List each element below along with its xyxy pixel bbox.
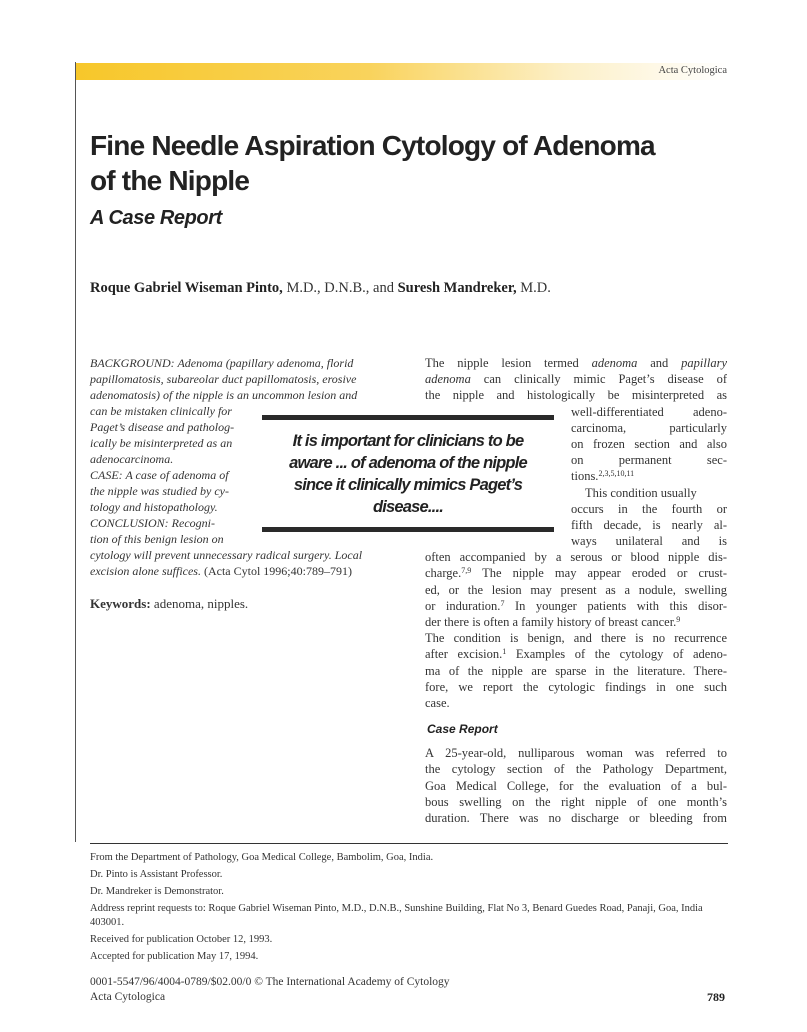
keywords [90, 596, 248, 612]
body-line [425, 565, 727, 581]
body-term: papillary [681, 356, 727, 370]
footer-journal: Acta Cytologica [90, 991, 166, 1003]
abstract-line: adenomatosis) of the nipple is an uncommon lesion and [90, 388, 358, 402]
keywords-value: adenoma, nipples. [150, 596, 249, 611]
body-line: A 25-year-old, nulliparous woman was referred to [425, 746, 727, 761]
body-text: or induration. [425, 598, 501, 613]
body-line: case. [425, 695, 450, 710]
article-title [90, 128, 740, 198]
reference-superscript: 9 [676, 615, 681, 624]
body-term: adenoma [425, 372, 471, 387]
body-term: adenoma [591, 356, 638, 370]
author-2-degrees: M.D. [516, 280, 551, 296]
pull-quote: It is important for clinicians to be aware ... of adenoma of the nipple since it clinically mimics Paget’s disease.... [262, 415, 554, 532]
abstract-line: tology and histopathology. [90, 500, 218, 514]
body-line [571, 468, 727, 484]
section-heading: Case Report [427, 722, 498, 737]
body-text: Examples of the cytology of adeno- [506, 647, 727, 662]
author-conjunction: and [373, 280, 398, 296]
abstract-line: adenocarcinoma. [90, 452, 174, 466]
footnote-received: Received for publication October 12, 1993. [90, 934, 273, 945]
body-text: after excision. [425, 647, 503, 662]
abstract-line: CONCLUSION: Recogni- [90, 516, 215, 530]
body-line: duration. There was no discharge or bleeding from [425, 810, 727, 825]
body-line: ways unilateral and is [571, 534, 727, 549]
reference-superscript: 7,9 [461, 566, 472, 576]
abstract-line: BACKGROUND: Adenoma (papillary adenoma, florid [90, 356, 354, 370]
body-text: and [637, 356, 682, 370]
copyright-line: 0001-5547/96/4004-0789/$02.00/0 © The International Academy of Cytology [90, 976, 450, 988]
body-line: fifth decade, is nearly al- [571, 517, 727, 532]
abstract-conclusion-end: excision alone suffices. [90, 564, 201, 578]
body-line: on frozen section and also [571, 436, 727, 451]
abstract-line: the nipple was studied by cy- [90, 484, 229, 498]
abstract-line: cytology will prevent unnecessary radical surgery. Local [90, 548, 363, 562]
keywords-label: Keywords: [90, 596, 151, 611]
body-text: tions. [571, 469, 599, 484]
author-line [90, 280, 551, 297]
body-text: In younger patients with this disor- [504, 598, 727, 613]
left-margin-rule [75, 62, 76, 842]
abstract-line: tion of this benign lesion on [90, 532, 224, 546]
title-line-1: Fine Needle Aspiration Cytology of Adenoma [90, 130, 655, 161]
body-line: The condition is benign, and there is no recurrence [425, 631, 727, 646]
abstract-line: ically be misinterpreted as an [90, 436, 233, 450]
body-line [425, 371, 727, 387]
reference-superscript: 1 [502, 647, 507, 657]
body-line: ed, or the lesion may present as a nodule, swelling [425, 582, 727, 597]
author-1-name: Roque Gabriel Wiseman Pinto, [90, 280, 283, 296]
footnote-affiliation: From the Department of Pathology, Goa Medical College, Bambolim, Goa, India. [90, 852, 434, 863]
author-1-degrees: M.D., D.N.B., [282, 280, 374, 296]
body-line: the nipple and histologically be misinterpreted as [425, 388, 727, 403]
header-band [76, 63, 727, 80]
running-head-journal: Acta Cytologica [658, 65, 727, 76]
abstract-line: Paget’s disease and patholog- [90, 420, 235, 434]
body-text: charge. [425, 566, 462, 581]
footnote-reprint: Address reprint requests to: Roque Gabriel Wiseman Pinto, M.D., D.N.B., Sunshine Building, Flat No 3, Benard Guedes Road, Panaji, Goa, India 403001. [90, 903, 703, 928]
reference-superscript: 7 [500, 598, 505, 608]
page-number: 789 [707, 990, 725, 1004]
footnote-rule [90, 843, 728, 844]
body-line: fore, we report the cytologic findings in one such [425, 679, 727, 694]
body-line [425, 598, 727, 614]
body-line: often accompanied by a serous or blood nipple dis- [425, 550, 727, 565]
body-text: can clinically mimic Paget’s disease of [470, 372, 727, 387]
body-text: The nipple lesion termed [425, 356, 592, 370]
footnote-accepted: Accepted for publication May 17, 1994. [90, 951, 259, 962]
abstract-line: can be mistaken clinically for [90, 404, 232, 418]
body-text: The nipple may appear eroded or crust- [471, 566, 727, 581]
body-column [425, 355, 727, 826]
body-line: well-differentiated adeno- [571, 404, 727, 419]
body-line: This condition usually [585, 485, 697, 500]
body-line: Goa Medical College, for the evaluation of a bul- [425, 778, 727, 793]
body-text: der there is often a family history of breast cancer. [425, 615, 677, 629]
abstract-citation: (Acta Cytol 1996;40:789–791) [200, 564, 352, 578]
body-line [425, 614, 727, 630]
footnote-pinto: Dr. Pinto is Assistant Professor. [90, 869, 223, 880]
copyright-block [90, 975, 450, 1005]
body-line [425, 646, 727, 662]
abstract-line-last [90, 563, 393, 579]
footnote-mandreker: Dr. Mandreker is Demonstrator. [90, 886, 224, 897]
body-line: bous swelling on the right nipple of one month’s [425, 794, 727, 809]
abstract-line: papillomatosis, subareolar duct papillomatosis, erosive [90, 372, 357, 386]
body-line: ma of the nipple are sparse in the literature. There- [425, 663, 727, 678]
author-2-name: Suresh Mandreker, [397, 280, 517, 296]
body-line: occurs in the fourth or [571, 501, 727, 516]
footnotes [90, 851, 730, 967]
body-line [425, 355, 727, 371]
body-line: the cytology section of the Pathology Department, [425, 762, 727, 777]
reference-superscript: 2,3,5,10,11 [598, 469, 635, 479]
body-line: carcinoma, particularly [571, 420, 727, 435]
title-line-2: of the Nipple [90, 165, 250, 196]
article-subtitle: A Case Report [90, 207, 222, 229]
body-line: on permanent sec- [571, 453, 727, 468]
abstract-line: CASE: A case of adenoma of [90, 468, 229, 482]
